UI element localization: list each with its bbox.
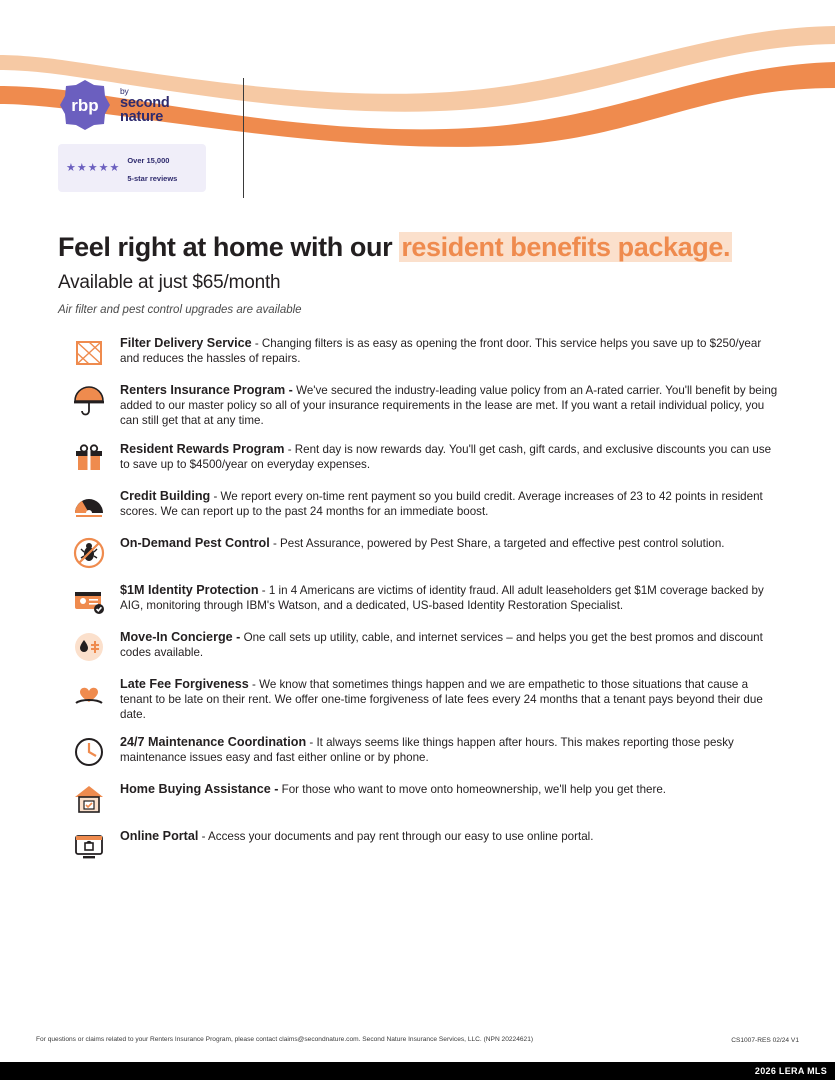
pest-control-icon	[58, 534, 120, 570]
list-item	[58, 827, 780, 863]
benefit-title: Filter Delivery Service	[120, 336, 252, 350]
benefit-body: One call sets up utility, cable, and internet services – and helps you get the best promos and discount codes available.	[120, 630, 763, 659]
benefit-title: Late Fee Forgiveness	[120, 676, 249, 691]
benefit-body: - Rent day is now rewards day. You'll get cash, gift cards, and exclusive discounts you can use to save up to $4500/year on everyday expenses.	[120, 442, 772, 471]
benefit-title: Move-In Concierge -	[120, 629, 241, 644]
reviews-badge	[58, 144, 206, 192]
benefit-title: Online Portal	[120, 829, 199, 844]
benefit-body: - We report every on-time rent payment so you build credit. Average increases of 23 to 42 points in resident scores. We can report up to the past 24 months for an immediate boost.	[120, 489, 763, 518]
price-subtitle: Available at just $65/month	[58, 272, 281, 293]
brand-by-label: by	[120, 85, 129, 96]
benefit-body: We've secured the industry-leading value policy from an A-rated carrier. You'll benefit by being added to our master policy so all of your insurance requirements in the lease are met. If you want a retail individual policy, you can still get that at any time.	[120, 384, 778, 428]
reviews-subtitle: 5-star reviews	[127, 174, 178, 183]
umbrella-icon	[58, 381, 120, 417]
mls-watermark-text: 2026 LERA MLS	[754, 1066, 827, 1076]
filter-icon	[58, 334, 120, 370]
reviews-text	[127, 150, 177, 186]
utilities-icon	[58, 628, 120, 664]
brand-line-1: second	[120, 94, 170, 111]
logo-row	[58, 78, 228, 132]
list-item	[58, 334, 780, 370]
footer-disclaimer: For questions or claims related to your Renters Insurance Program, please contact claims@secondnature.com. Second Nature Insurance Services, LLC. (NPN 20224621)	[36, 1036, 534, 1043]
benefit-text	[120, 534, 780, 551]
house-checklist-icon	[58, 780, 120, 816]
benefit-title: On-Demand Pest Control	[120, 535, 270, 550]
benefit-text	[120, 334, 780, 366]
brand-line-2: nature	[120, 108, 164, 125]
benefit-body: - Access your documents and pay rent through our easy to use online portal.	[198, 830, 594, 844]
credit-gauge-icon	[58, 487, 120, 523]
list-item	[58, 780, 780, 816]
gift-icon	[58, 440, 120, 476]
heart-hand-icon	[58, 675, 120, 711]
benefit-body: - We know that sometimes things happen and we are empathetic to those situations that cause a tenant to be late on their rent. We offer one-time forgiveness of late fees every 24 months that a tenant pays beyond their due date.	[120, 677, 763, 722]
headline-plain: Feel right at home with our	[58, 232, 400, 262]
benefit-title: $1M Identity Protection	[120, 582, 259, 597]
benefit-title: Home Buying Assistance -	[120, 782, 279, 797]
benefit-body: - It always seems like things happen after hours. This makes reporting those pesky maintenance issues easy and fast either online or by phone.	[120, 736, 734, 765]
benefit-text	[120, 827, 780, 844]
brand-logo	[58, 78, 228, 192]
clock-icon	[58, 733, 120, 769]
page-title	[58, 232, 798, 263]
benefit-text	[120, 381, 780, 429]
reviews-count: Over 15,000	[127, 156, 170, 165]
benefit-title: Resident Rewards Program	[120, 441, 285, 456]
headline-highlight: resident benefits package.	[401, 232, 731, 262]
benefit-text	[120, 675, 780, 723]
online-portal-icon	[58, 827, 120, 863]
list-item	[58, 487, 780, 523]
benefit-text	[120, 487, 780, 519]
benefit-text	[120, 440, 780, 472]
mls-watermark-bar	[0, 1062, 835, 1080]
upgrade-note: Air filter and pest control upgrades are available	[58, 304, 302, 316]
id-card-icon	[58, 581, 120, 617]
benefit-text	[120, 733, 780, 765]
svg-text:rbp: rbp	[71, 96, 99, 115]
benefit-title: Renters Insurance Program -	[120, 383, 293, 397]
list-item	[58, 628, 780, 664]
benefit-body: - Pest Assurance, powered by Pest Share, a targeted and effective pest control solution.	[269, 536, 725, 550]
benefit-body: - 1 in 4 Americans are victims of identity fraud. All adult leaseholders get $1M coverage backed by AIG, monitoring through IBM's Watson, and a dedicated, US-based Identity Restoration Specialist.	[120, 583, 764, 612]
benefit-text	[120, 780, 780, 797]
benefit-text	[120, 628, 780, 660]
list-item	[58, 440, 780, 476]
header-divider	[243, 78, 244, 198]
footer-doc-code: CS1007-RES 02/24 V1	[731, 1037, 799, 1044]
list-item	[58, 581, 780, 617]
list-item	[58, 733, 780, 769]
benefit-title: 24/7 Maintenance Coordination	[120, 735, 307, 750]
list-item	[58, 675, 780, 723]
star-rating-icon: ★★★★★	[66, 161, 121, 174]
rbp-badge-icon	[58, 78, 112, 132]
benefit-body: - Changing filters is as easy as opening the front door. This service helps you save up to $250/year and reduces the hassles of repairs.	[120, 337, 762, 366]
list-item	[58, 534, 780, 570]
brand-wordmark	[120, 87, 170, 124]
benefit-body: For those who want to move onto homeownership, we'll help you get there.	[278, 783, 667, 797]
benefit-text	[120, 581, 780, 613]
benefit-title: Credit Building	[120, 488, 211, 503]
list-item	[58, 381, 780, 429]
benefits-list	[58, 334, 780, 874]
